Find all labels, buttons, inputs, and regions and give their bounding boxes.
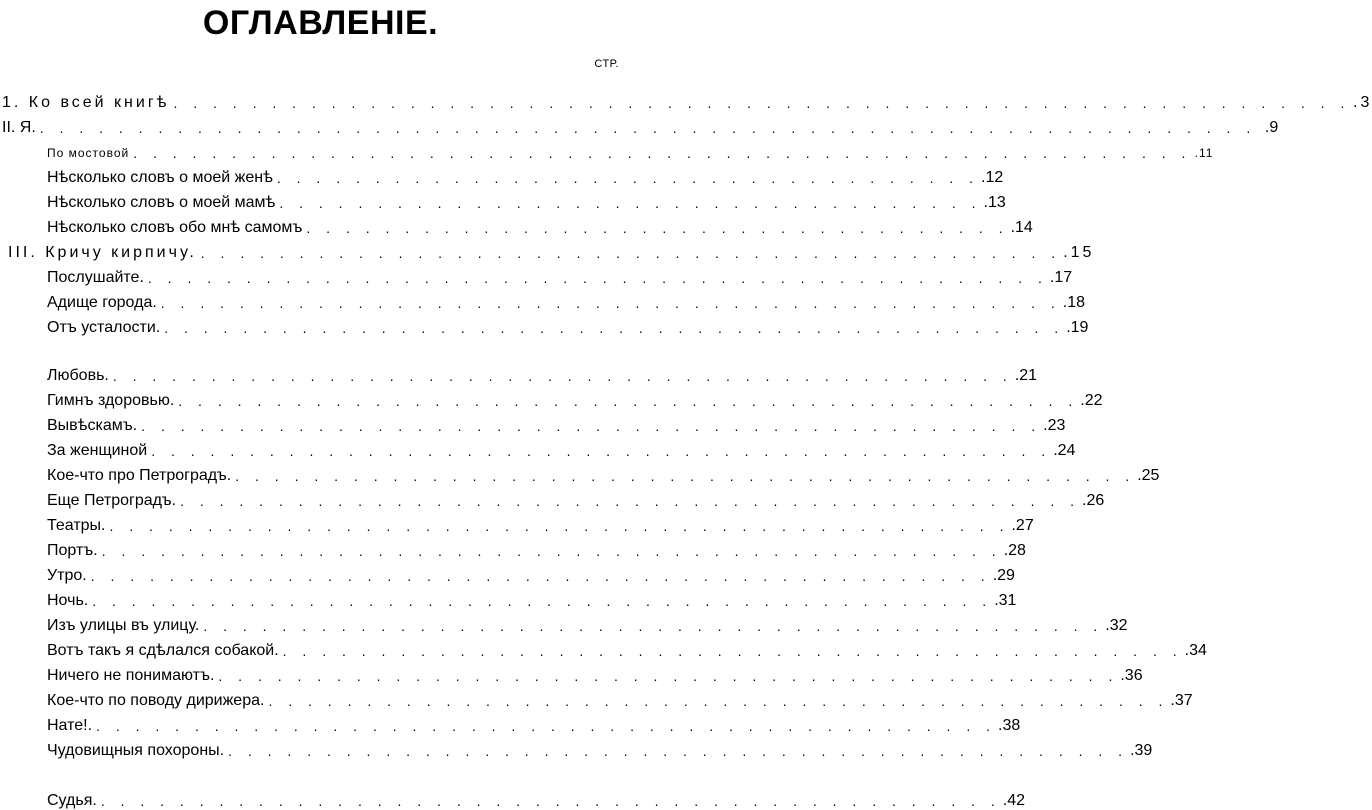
- entry-title: За женщиной: [47, 442, 148, 459]
- page-title: ОГЛАВЛЕНІЕ.: [202, 4, 439, 42]
- entry-title: Отъ усталости.: [47, 319, 161, 336]
- dot-leader: . . . . . . . . . . . . . . . . . . . . . . . . . . . . . . . . . . . . . . . . . . . . . .: [282, 643, 1183, 659]
- entry-title: По мостовой: [47, 146, 130, 160]
- toc-entry: [0, 686, 1193, 710]
- entry-page: .27: [1011, 517, 1034, 534]
- toc-entry: [0, 511, 1034, 535]
- entry-page: .9: [1264, 119, 1279, 136]
- entry-title: Адище города.: [47, 294, 157, 311]
- entry-title: 1. Ко всей книгѣ: [2, 94, 170, 111]
- toc-entry: [0, 461, 1160, 485]
- toc-entry: [0, 536, 1026, 560]
- dot-leader: . . . . . . . . . . . . . . . . . . . . . . . . . . . . . . . . . . . . . . . . . . . . . .: [96, 718, 997, 734]
- toc-entry: [0, 661, 1143, 685]
- dot-leader: . . . . . . . . . . . . . . . . . . . . . . . . . . . . . . . . . . . . . . . . . . . . . .: [151, 443, 1052, 459]
- entry-title: Утро.: [47, 567, 87, 584]
- dot-leader: . . . . . . . . . . . . . . . . . . . . . . . . . . . . . . . . . . . . . . . . . . . . . .: [235, 468, 1136, 484]
- entry-page: .32: [1105, 617, 1128, 634]
- dot-leader: . . . . . . . . . . . . . . . . . . . . . . . . . . . . . . . . . . . . . . . . . . . . . .: [92, 593, 993, 609]
- entry-title: Кое-что про Петроградъ.: [47, 467, 232, 484]
- entry-page: .17: [1049, 269, 1073, 286]
- toc-entry: [0, 238, 1095, 262]
- dot-leader: . . . . . . . . . . . . . . . . . . . . . . . . . . . . . . . . . . . . . . . . . . . . . .: [203, 618, 1104, 634]
- entry-title: Нате!.: [47, 717, 93, 734]
- toc-entry: [0, 213, 1033, 237]
- entry-title: Изъ улицы въ улицу.: [47, 617, 200, 634]
- toc-entry: [0, 786, 1026, 810]
- toc-entry: [0, 386, 1103, 410]
- dot-leader: . . . . . . . . . . . . . . . . . . . . . . . . . . . . . . . . . . . . . . . . . . . . . .: [164, 320, 1065, 336]
- entry-page: .18: [1062, 294, 1085, 311]
- entry-page: .14: [1010, 219, 1033, 236]
- entry-title: Кое-что по поводу дирижера.: [47, 692, 265, 709]
- toc-entry: [0, 586, 1017, 610]
- entry-title: Нѣсколько словъ о моей мамѣ: [47, 194, 276, 211]
- entry-title: III. Кричу кирпичу.: [8, 244, 197, 261]
- entry-page: .31: [994, 592, 1017, 609]
- entry-page: .22: [1080, 392, 1103, 409]
- toc-entry: [0, 138, 1214, 162]
- toc-entry: [0, 436, 1076, 460]
- toc-entry: [0, 711, 1021, 735]
- toc-entry: [0, 113, 1279, 137]
- dot-leader: . . . . . . . . . . . . . . . . . . . . . . . . . . . . . . . . . . . . . . . . . . . . . .: [160, 295, 1061, 311]
- dot-leader: . . . . . . . . . . . . . . . . . . . . . . . . . . . . . . . . . . . .: [279, 195, 982, 211]
- entry-page: .19: [1066, 319, 1089, 336]
- entry-title: Ничего не понимаютъ.: [47, 667, 215, 684]
- dot-leader: . . . . . . . . . . . . . . . . . . . . . . . . . . . . . . . . . . . . . . . . . . . . . .: [141, 418, 1042, 434]
- entry-page: .29: [992, 567, 1015, 584]
- entry-page: .26: [1082, 492, 1105, 509]
- dot-leader: . . . . . . . . . . . . . . . . . . . . . . . . . . . . . . . . . . . . . . . . . . . . . . . . . . . . . . . . . . . . . .: [39, 120, 1257, 136]
- entry-title: Портъ.: [47, 542, 98, 559]
- toc-entry: [0, 486, 1105, 510]
- entry-title: Вывѣскамъ.: [47, 417, 138, 434]
- toc-entry: [0, 288, 1085, 312]
- toc-entry: [0, 163, 1004, 187]
- page-column-label: СТР.: [594, 58, 619, 70]
- entry-page: .11: [1194, 146, 1214, 160]
- entry-page: .12: [981, 169, 1004, 186]
- entry-title: Нѣсколько словъ о моей женѣ: [47, 169, 273, 186]
- entry-title: Вотъ такъ я сдѣлался собакой.: [47, 642, 279, 659]
- dot-leader: . . . . . . . . . . . . . . . . . . . . . . . . . . . . . . . . . . . .: [276, 170, 980, 186]
- entry-title: Театры.: [47, 517, 106, 534]
- dot-leader: . . . . . . . . . . . . . . . . . . . . . . . . . . . . . . . . . . . . . . . . . . . .: [200, 245, 1062, 261]
- entry-page: .36: [1120, 667, 1143, 684]
- dot-leader: . . . . . . . . . . . . . . . . . . . . . . . . . . . . . . . . . . . . . . . . . . . . . .: [178, 393, 1079, 409]
- entry-title: Еще Петроградъ.: [47, 492, 177, 509]
- dot-leader: . . . . . . . . . . . . . . . . . . . . . . . . . . . . . . . . . . . . . . . . . . . . . .: [180, 493, 1081, 509]
- dot-leader: . . . . . . . . . . . . . . . . . . . . . . . . . . . . . . . . . . . . . . . . . . . . . .: [228, 743, 1129, 759]
- entry-page: .24: [1053, 442, 1076, 459]
- entry-page: .3: [1353, 94, 1372, 111]
- entry-title: Судья.: [47, 792, 97, 809]
- entry-page: .15: [1063, 244, 1095, 261]
- toc-entry: [0, 188, 1006, 212]
- toc-entry: [0, 263, 1073, 287]
- entry-title: Послушайте.: [47, 269, 144, 286]
- dot-leader: . . . . . . . . . . . . . . . . . . . . . . . . . . . . . . . . . . . . . . . . . . . . . .: [100, 793, 1001, 809]
- toc-entry: [0, 411, 1066, 435]
- entry-title: Гимнъ здоровью.: [47, 392, 175, 409]
- toc-entry: [0, 561, 1015, 585]
- entry-page: .23: [1043, 417, 1066, 434]
- dot-leader: . . . . . . . . . . . . . . . . . . . . . . . . . . . . . . . . . . . .: [306, 220, 1009, 236]
- entry-page: .39: [1130, 742, 1153, 759]
- dot-leader: . . . . . . . . . . . . . . . . . . . . . . . . . . . . . . . . . . . . . . . . . . . . . .: [101, 543, 1002, 559]
- entry-page: .28: [1003, 542, 1026, 559]
- entry-page: .37: [1170, 692, 1193, 709]
- entry-title: Ночь.: [47, 592, 89, 609]
- entry-title: II. Я.: [2, 119, 36, 136]
- entry-page: .42: [1002, 792, 1026, 809]
- entry-title: Чудовищныя похороны.: [47, 742, 225, 759]
- dot-leader: . . . . . . . . . . . . . . . . . . . . . . . . . . . . . . . . . . . . . . . . . . . . . .: [268, 693, 1169, 709]
- toc-entry: [0, 313, 1089, 337]
- dot-leader: . . . . . . . . . . . . . . . . . . . . . . . . . . . . . . . . . . . . . . . . . . . . . .: [218, 668, 1119, 684]
- dot-leader: . . . . . . . . . . . . . . . . . . . . . . . . . . . . . . . . . . . . . . . . . . . . . .: [147, 270, 1048, 286]
- dot-leader: . . . . . . . . . . . . . . . . . . . . . . . . . . . . . . . . . . . . . . . . . . . . . . . . . . . . . .: [133, 145, 1192, 161]
- entry-page: .38: [998, 717, 1021, 734]
- toc-entry: [0, 636, 1207, 660]
- dot-leader: . . . . . . . . . . . . . . . . . . . . . . . . . . . . . . . . . . . . . . . . . . . . . .: [90, 568, 991, 584]
- entry-page: .13: [983, 194, 1006, 211]
- dot-leader: . . . . . . . . . . . . . . . . . . . . . . . . . . . . . . . . . . . . . . . . . . . . . . . . . . . . . . . . . . . .: [173, 95, 1351, 111]
- toc-entry: [0, 736, 1153, 760]
- entry-page: .21: [1014, 367, 1038, 384]
- entry-page: .25: [1137, 467, 1160, 484]
- toc-entry: [0, 361, 1038, 385]
- toc-entry: [0, 88, 1372, 112]
- entry-title: Любовь.: [47, 367, 109, 384]
- entry-page: .34: [1184, 642, 1207, 659]
- dot-leader: . . . . . . . . . . . . . . . . . . . . . . . . . . . . . . . . . . . . . . . . . . . . . .: [109, 518, 1010, 534]
- entry-title: Нѣсколько словъ обо мнѣ самомъ: [47, 219, 303, 236]
- dot-leader: . . . . . . . . . . . . . . . . . . . . . . . . . . . . . . . . . . . . . . . . . . . . . .: [112, 368, 1013, 384]
- toc-entry: [0, 611, 1128, 635]
